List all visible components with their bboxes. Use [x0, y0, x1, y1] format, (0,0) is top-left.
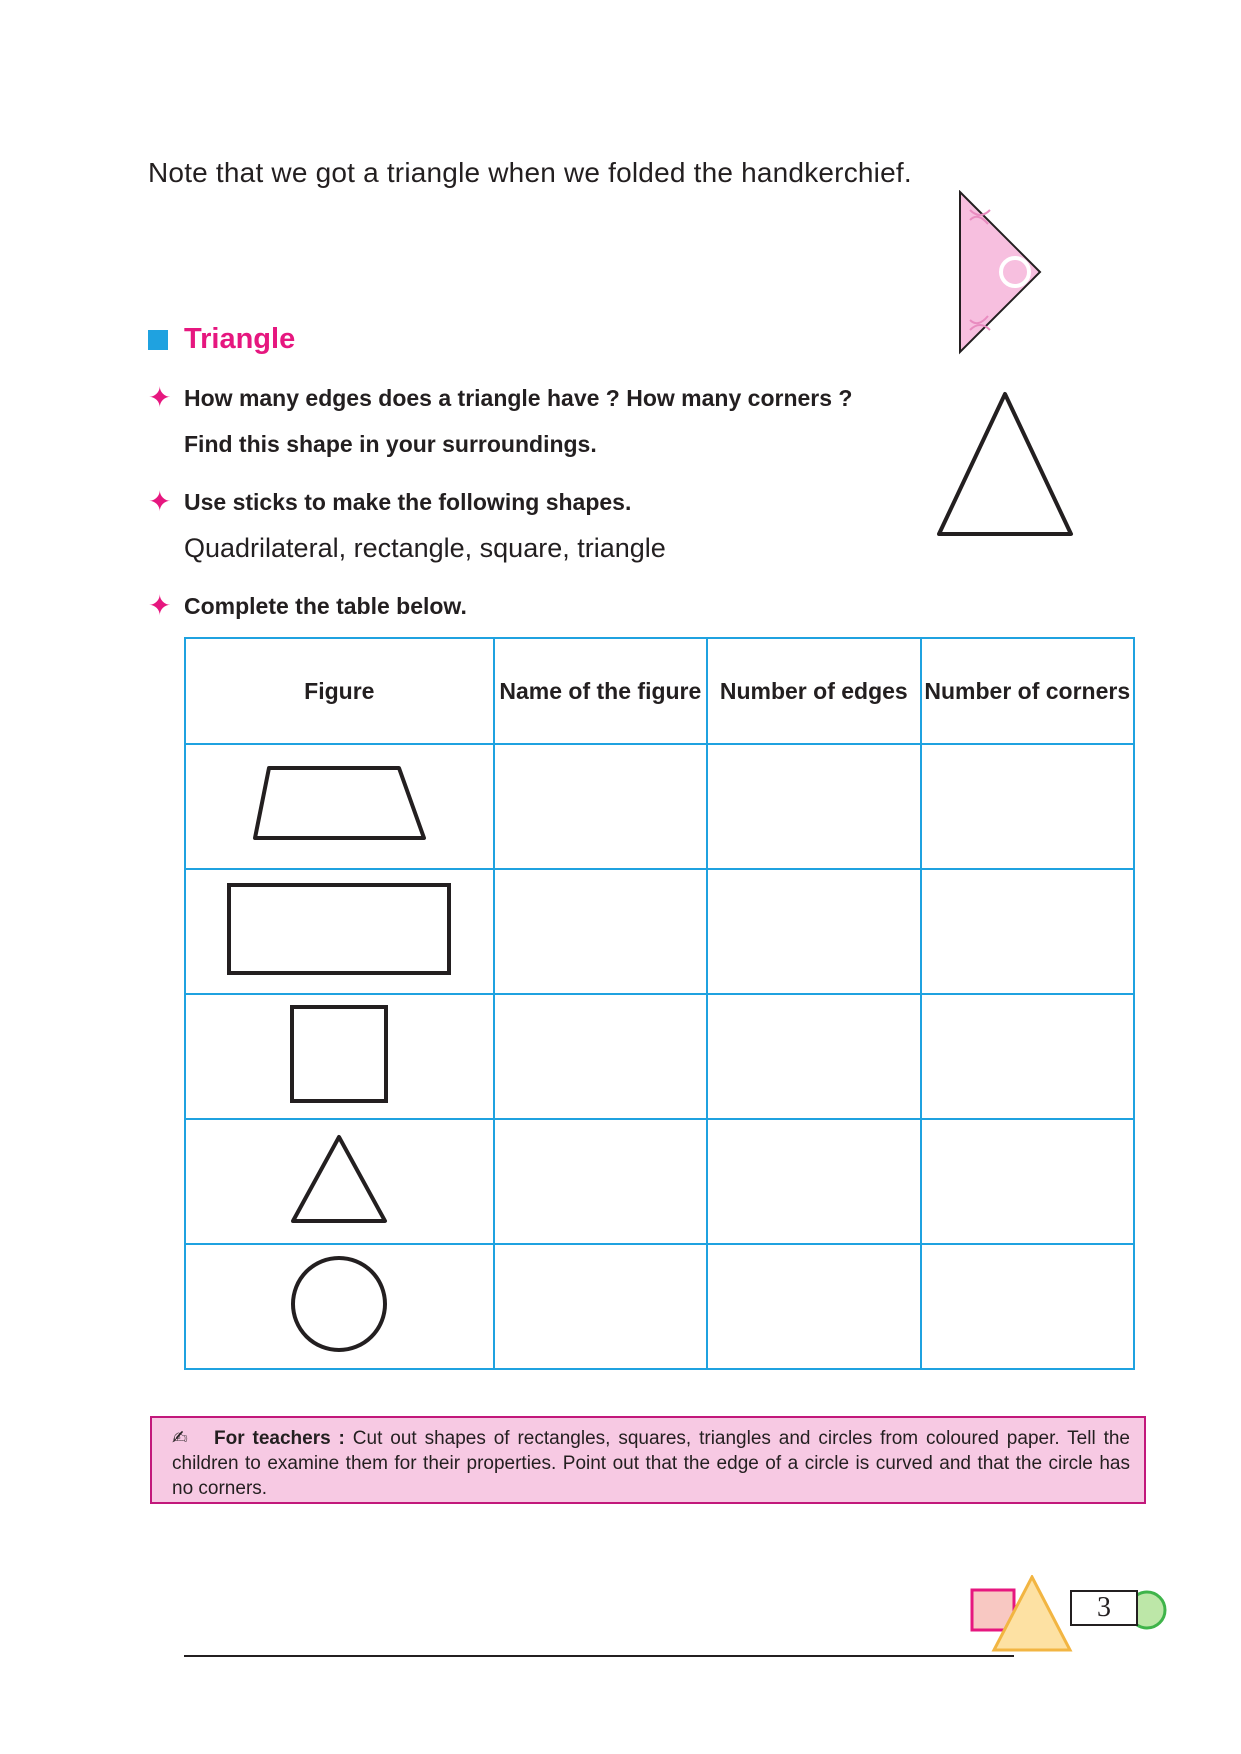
- star-bullet-icon: ✦: [148, 590, 172, 621]
- corners-answer-cell[interactable]: [921, 744, 1134, 869]
- shapes-list: Quadrilateral, rectangle, square, triangle: [184, 533, 666, 563]
- edges-answer-cell[interactable]: [707, 869, 920, 994]
- corners-answer-cell[interactable]: [921, 869, 1134, 994]
- corners-answer-cell[interactable]: [921, 1244, 1134, 1369]
- figure-cell: [185, 994, 494, 1119]
- name-answer-cell[interactable]: [494, 994, 707, 1119]
- corners-answer-cell[interactable]: [921, 994, 1134, 1119]
- rectangle-figure: [227, 883, 451, 975]
- teacher-note-box: [150, 1416, 1146, 1504]
- edges-answer-cell[interactable]: [707, 744, 920, 869]
- bullet-text-line2: Find this shape in your surroundings.: [184, 431, 597, 457]
- header-figure: Figure: [185, 638, 494, 744]
- bullet-text: Complete the table below.: [184, 593, 467, 619]
- circle-figure: [290, 1255, 388, 1353]
- name-answer-cell[interactable]: [494, 1119, 707, 1244]
- edges-answer-cell[interactable]: [707, 994, 920, 1119]
- table-row: [185, 994, 1134, 1119]
- star-bullet-icon: ✦: [148, 486, 172, 517]
- header-corners: Number of corners: [921, 638, 1134, 744]
- corners-answer-cell[interactable]: [921, 1119, 1134, 1244]
- teacher-note-text: Cut out shapes of rectangles, squares, triangles and circles from coloured paper. Tell the children to examine them for their properties. Point out that the edge of a circle is curved and that the circle has no corners.: [172, 1428, 1131, 1499]
- page-number: 3: [1070, 1590, 1138, 1626]
- table-row: [185, 869, 1134, 994]
- section-title: Triangle: [184, 323, 296, 355]
- edges-answer-cell[interactable]: [707, 1244, 920, 1369]
- figure-cell: [185, 1119, 494, 1244]
- figure-cell: [185, 869, 494, 994]
- intro-text: Note that we got a triangle when we folded the handkerchief.: [148, 157, 912, 188]
- table-header-row: [185, 638, 1134, 744]
- bullet-item: [148, 592, 467, 620]
- table-row: [185, 1119, 1134, 1244]
- name-answer-cell[interactable]: [494, 869, 707, 994]
- section-heading: [148, 323, 295, 356]
- header-edges: Number of edges: [707, 638, 920, 744]
- bullet-item: [148, 488, 631, 516]
- teacher-note-label: For teachers :: [214, 1428, 345, 1449]
- table-row: [185, 1244, 1134, 1369]
- bullet-text: How many edges does a triangle have ? How many corners ?: [184, 385, 853, 411]
- folded-handkerchief-illustration: [955, 190, 1045, 360]
- bullet-text: Use sticks to make the following shapes.: [184, 489, 632, 515]
- name-answer-cell[interactable]: [494, 1244, 707, 1369]
- triangle-figure: [289, 1133, 389, 1225]
- square-figure: [290, 1005, 388, 1103]
- figure-cell: [185, 744, 494, 869]
- star-bullet-icon: ✦: [148, 382, 172, 413]
- edges-answer-cell[interactable]: [707, 1119, 920, 1244]
- footer-rule: [184, 1655, 1014, 1657]
- shapes-table: [184, 637, 1135, 1370]
- trapezium-figure: [249, 764, 429, 844]
- bullet-item: [148, 384, 852, 412]
- figure-cell: [185, 1244, 494, 1369]
- pen-writing-icon: ✍: [172, 1428, 188, 1449]
- name-answer-cell[interactable]: [494, 744, 707, 869]
- header-name: Name of the figure: [494, 638, 707, 744]
- square-bullet-icon: [148, 330, 168, 350]
- triangle-illustration: [935, 390, 1075, 540]
- table-row: [185, 744, 1134, 869]
